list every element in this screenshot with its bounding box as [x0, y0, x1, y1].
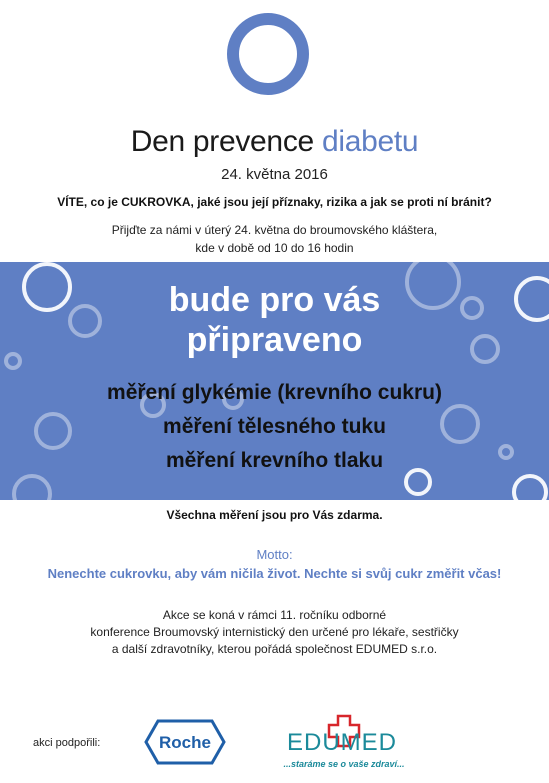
invitation-text [0, 221, 549, 257]
service-item: měření krevního tlaku [165, 449, 384, 472]
service-item: měření glykémie (krevního cukru) [107, 381, 442, 404]
service-item: měření tělesného tuku [163, 415, 386, 438]
sponsors-label: akci podpořili: [33, 737, 101, 749]
invitation-line-1: Přijďte za námi v úterý 24. května do broumovského kláštera, [111, 223, 438, 237]
page-title [0, 124, 549, 160]
free-of-charge-note: Všechna měření jsou pro Vás zdarma. [166, 508, 383, 522]
event-date: 24. května 2016 [221, 166, 328, 183]
motto-label: Motto: [256, 547, 293, 562]
title-main: Den prevence [130, 125, 314, 158]
edumed-logo [262, 712, 422, 772]
roche-logo [144, 718, 226, 766]
services-band [0, 262, 549, 500]
event-info-line-3: a další zdravotníky, kterou pořádá společnost EDUMED s.r.o. [111, 642, 438, 656]
roche-logo-text: Roche [159, 733, 211, 752]
motto-text: Nenechte cukrovku, aby vám ničila život. Nechte si svůj cukr změřit včas! [47, 566, 502, 581]
band-heading-line-1: bude pro vás [168, 281, 381, 319]
title-accent: diabetu [321, 125, 419, 158]
event-info-line-2: konference Broumovský internistický den určené pro lékaře, sestřičky [90, 625, 459, 639]
band-heading [0, 280, 549, 360]
services-list [0, 376, 549, 478]
invitation-line-2: kde v době od 10 do 16 hodin [195, 241, 354, 255]
diabetes-ring-logo [227, 13, 309, 95]
edumed-tagline: ...staráme se o vaše zdraví... [283, 759, 405, 769]
intro-question: VÍTE, co je CUKROVKA, jaké jsou její příznaky, rizika a jak se proti ní bránit? [57, 195, 492, 209]
event-info-line-1: Akce se koná v rámci 11. ročníku odborné [162, 608, 387, 622]
edumed-logo-text: EDUMED [286, 729, 398, 756]
band-heading-line-2: připraveno [186, 321, 363, 359]
event-info [0, 607, 549, 658]
